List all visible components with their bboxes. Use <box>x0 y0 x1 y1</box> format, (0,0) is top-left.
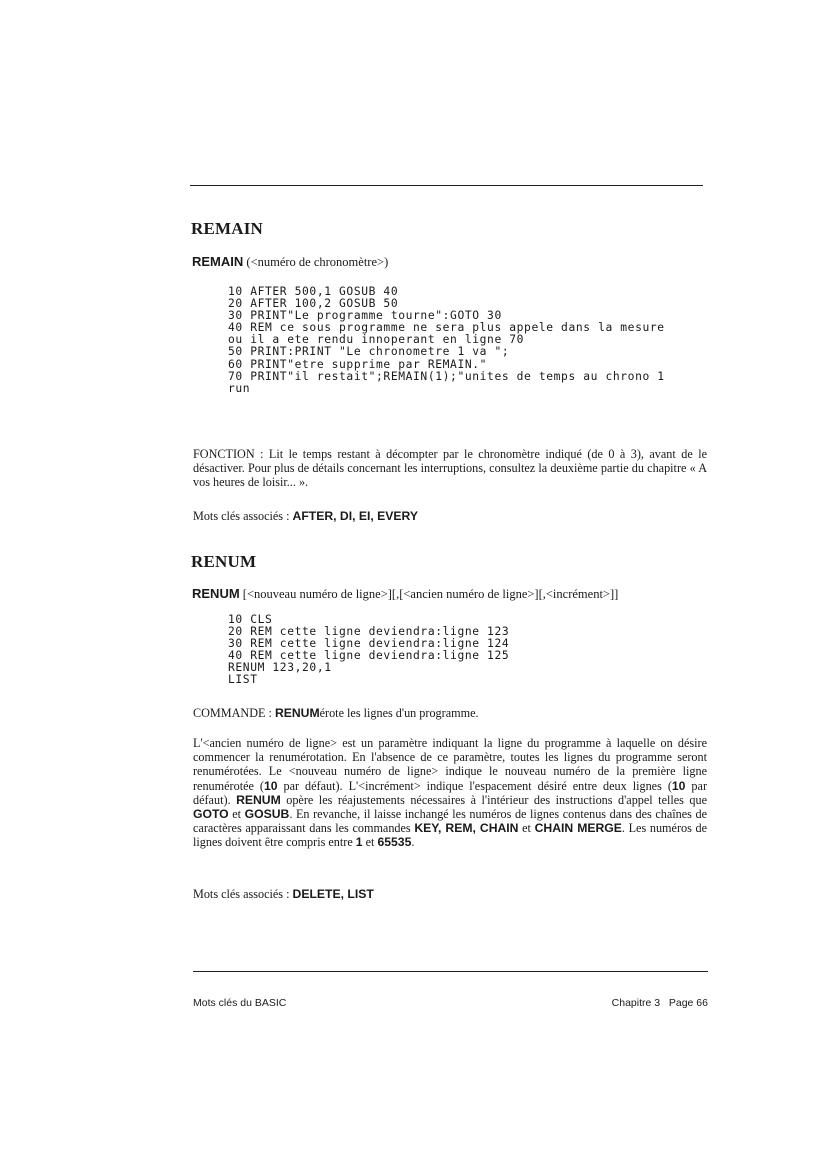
renum-mots-label: Mots clés associés : <box>193 887 293 901</box>
footer-page-number: Chapitre 3 Page 66 <box>611 997 708 1009</box>
renum-desc-text: et <box>518 821 535 836</box>
renum-desc-keyword: GOSUB <box>244 807 290 822</box>
remain-fonction-text: FONCTION : Lit le temps restant à décompter par le chronomètre indiqué (de 0 à 3), avant de le désactiver. Pour plus de détails concernant les interruptions, consultez la deuxième partie du chapitre « A vos heures de loisir... ». <box>193 447 707 490</box>
renum-desc-text: opère les réajustements nécessaires à l'intérieur des instructions d'appel telles que <box>280 792 707 807</box>
renum-desc-keyword: RENUM <box>236 792 281 807</box>
renum-desc-text: et <box>228 807 245 822</box>
renum-desc-default-number: 10 <box>263 778 278 793</box>
renum-mots-keywords: DELETE, LIST <box>292 887 374 901</box>
renum-commande-keyword: RENUM <box>274 706 320 720</box>
renum-desc-keyword: GOTO <box>193 807 229 822</box>
remain-heading: REMAIN <box>191 219 264 238</box>
renum-desc-number: 1 <box>355 835 363 850</box>
renum-code-listing: 10 CLS 20 REM cette ligne deviendra:ligne 123 30 REM cette ligne deviendra:ligne 124 40 REM cette ligne deviendra:ligne 125 RENUM 123,20,1 LIST <box>228 613 510 687</box>
renum-syntax <box>192 586 618 602</box>
renum-description <box>193 736 707 850</box>
renum-commande-suffix: érote les lignes d'un programme. <box>319 706 479 720</box>
remain-syntax-args: (<numéro de chronomètre>) <box>243 255 389 269</box>
renum-desc-text: par défaut). L'<incrément> indique l'espacement désiré entre deux lignes ( <box>277 778 672 793</box>
renum-mots-cles <box>193 887 707 901</box>
footer-book-title: Mots clés du BASIC <box>193 997 287 1009</box>
renum-desc-text: L'<ancien numéro de ligne> est un paramètre indiquant la ligne du programme à laquelle on désire commencer la renumérotation. En l'absence de ce paramètre, toutes les lignes du programme seront renumérotées. Le <nouveau numéro de ligne> indique le nouveau numéro de la première ligne renumérotée ( <box>193 736 707 793</box>
renum-syntax-args: [<nouveau numéro de ligne>][,[<ancien numéro de ligne>][,<incrément>]] <box>239 587 619 601</box>
renum-heading: RENUM <box>191 552 257 571</box>
renum-desc-number: 65535 <box>377 835 412 850</box>
renum-desc-default-number: 10 <box>671 778 686 793</box>
renum-desc-keyword: KEY, REM, CHAIN <box>414 821 519 836</box>
renum-desc-text: . Les numéros de lignes doivent être compris entre <box>193 821 708 850</box>
renum-desc-text: . <box>411 835 415 850</box>
remain-mots-keywords: AFTER, DI, EI, EVERY <box>292 509 419 523</box>
remain-syntax-keyword: REMAIN <box>192 254 244 269</box>
remain-syntax <box>192 254 388 270</box>
renum-desc-keyword: CHAIN MERGE <box>534 821 622 836</box>
renum-desc-text: par défaut). <box>193 778 707 807</box>
remain-mots-cles <box>193 509 707 523</box>
renum-commande-text <box>193 706 707 720</box>
renum-desc-text: . En revanche, il laisse inchangé les numéros de lignes contenus dans des chaînes de caractères apparaissant dans les commandes <box>193 807 708 836</box>
bottom-divider <box>193 971 708 972</box>
renum-syntax-keyword: RENUM <box>192 586 240 601</box>
renum-commande-prefix: COMMANDE : <box>193 706 275 720</box>
remain-mots-label: Mots clés associés : <box>193 509 293 523</box>
top-divider <box>190 185 703 186</box>
remain-code-listing: 10 AFTER 500,1 GOSUB 40 20 AFTER 100,2 GOSUB 50 30 PRINT"Le programme tourne":GOTO 30 40 REM ce sous programme ne sera plus appele dans la mesure ou il a ete rendu innoperant en ligne 70 50 PRINT:PRINT "Le chronometre 1 va "; 60 PRINT"etre supprime par REMAIN." 70 PRINT"il restait";REMAIN(1);"unites de temps au chrono 1 run <box>228 285 665 395</box>
renum-desc-text: et <box>362 835 378 850</box>
